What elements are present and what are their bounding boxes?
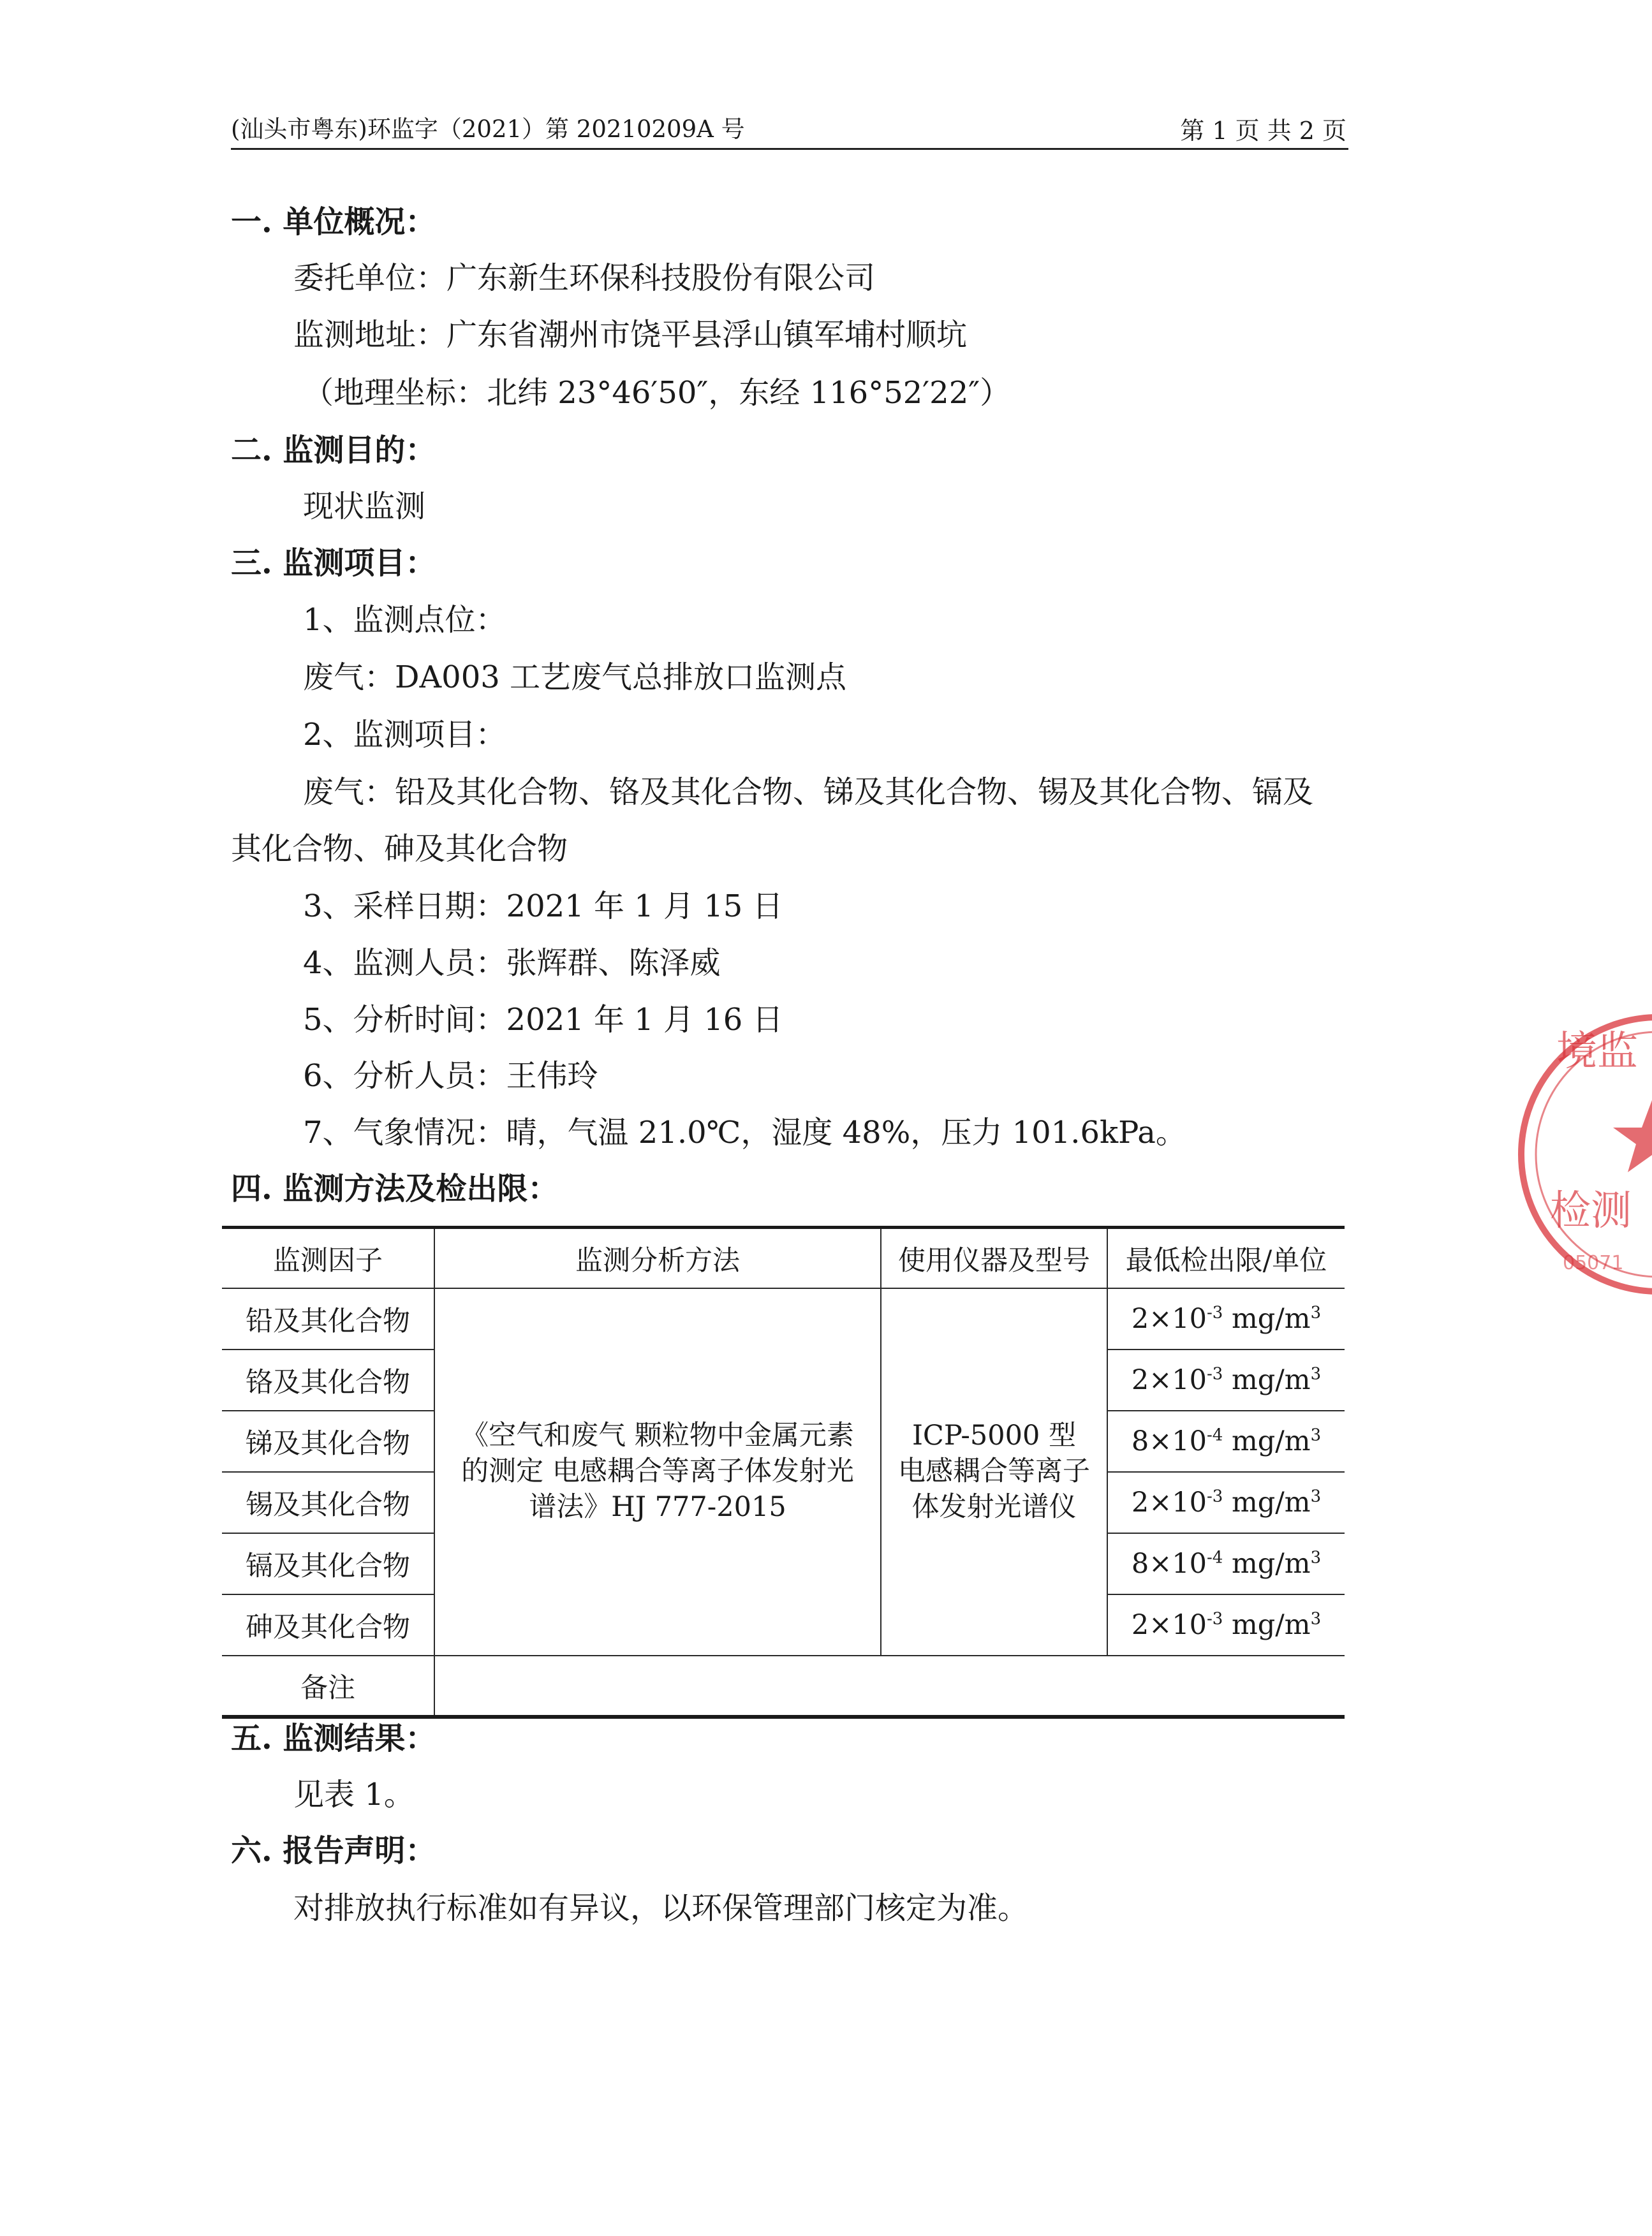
- svg-text:05071: 05071: [1563, 1252, 1624, 1274]
- header-factor: 监测因子: [222, 1228, 434, 1289]
- items-line-2: 其化合物、砷及其化合物: [231, 831, 568, 867]
- header-divider: [231, 148, 1348, 150]
- method-line: 谱法》HJ 777-2015: [529, 1490, 786, 1523]
- method-line: 《空气和废气 颗粒物中金属元素: [461, 1420, 854, 1452]
- instrument-line: 电感耦合等离子: [898, 1455, 1090, 1488]
- factor-cell: 铅及其化合物: [222, 1288, 434, 1350]
- item-2-label: 2、监测项目：: [303, 717, 506, 753]
- method-cell: [434, 1288, 881, 1656]
- section-1-title: 一. 单位概况：: [231, 204, 436, 240]
- note-label: 备注: [222, 1656, 434, 1717]
- svg-text:检测: 检测: [1550, 1188, 1632, 1235]
- coordinates-line: （地理坐标：北纬 23°46′50″，东经 116°52′22″）: [303, 375, 1011, 411]
- factor-cell: 锑及其化合物: [222, 1411, 434, 1472]
- factor-cell: 锡及其化合物: [222, 1472, 434, 1533]
- page-indicator: 第 1 页 共 2 页: [1180, 117, 1346, 145]
- header-method: 监测分析方法: [434, 1228, 881, 1289]
- items-line-1: 废气：铅及其化合物、铬及其化合物、锑及其化合物、锡及其化合物、镉及: [303, 774, 1314, 810]
- factor-cell: 砷及其化合物: [222, 1594, 434, 1656]
- limit-cell: $2\times 10^{-3}$ $mg/m^3$: [1107, 1288, 1345, 1350]
- limit-cell: $2\times 10^{-3}$ $mg/m^3$: [1107, 1472, 1345, 1533]
- limit-cell: $8\times 10^{-4}$ $mg/m^3$: [1107, 1533, 1345, 1594]
- analysis-date-line: 5、分析时间：2021 年 1 月 16 日: [303, 1002, 783, 1038]
- client-line: 委托单位：广东新生环保科技股份有限公司: [293, 260, 876, 296]
- instrument-cell: [881, 1288, 1107, 1656]
- method-line: 的测定 电感耦合等离子体发射光: [461, 1455, 854, 1488]
- table-row: [222, 1288, 1345, 1350]
- purpose-line: 现状监测: [303, 489, 426, 524]
- instrument-line: ICP-5000 型: [911, 1420, 1077, 1452]
- official-seal-stamp: [1512, 995, 1652, 1301]
- statement-line: 对排放执行标准如有异议，以环保管理部门核定为准。: [293, 1890, 1029, 1926]
- limit-cell: $2\times 10^{-3}$ $mg/m^3$: [1107, 1350, 1345, 1411]
- section-3-title: 三. 监测项目：: [231, 545, 436, 581]
- section-5-title: 五. 监测结果：: [231, 1721, 436, 1756]
- limit-cell: $2\times 10^{-3}$ $mg/m^3$: [1107, 1594, 1345, 1656]
- report-number: (汕头市粤东)环监字（2021）第 20210209A 号: [231, 115, 745, 143]
- weather-line: 7、气象情况：晴，气温 21.0℃，湿度 48%，压力 101.6kPa。: [303, 1115, 1186, 1151]
- item-1-label: 1、监测点位：: [303, 602, 506, 638]
- sampling-date-line: 3、采样日期：2021 年 1 月 15 日: [303, 888, 783, 924]
- table-header-row: [222, 1228, 1345, 1289]
- note-row: [222, 1656, 1345, 1717]
- section-2-title: 二. 监测目的：: [231, 432, 436, 468]
- note-value: [434, 1656, 1345, 1717]
- header-instrument: 使用仪器及型号: [881, 1228, 1107, 1289]
- section-6-title: 六. 报告声明：: [231, 1833, 436, 1869]
- factor-cell: 铬及其化合物: [222, 1350, 434, 1411]
- address-line: 监测地址：广东省潮州市饶平县浮山镇军埔村顺坑: [293, 317, 968, 353]
- header-limit: 最低检出限/单位: [1107, 1228, 1345, 1289]
- factor-cell: 镉及其化合物: [222, 1533, 434, 1594]
- instrument-line: 体发射光谱仪: [911, 1490, 1077, 1523]
- monitoring-point-line: 废气：DA003 工艺废气总排放口监测点: [303, 659, 847, 695]
- limit-cell: $8\times 10^{-4}$ $mg/m^3$: [1107, 1411, 1345, 1472]
- svg-text:境监: 境监: [1556, 1028, 1638, 1075]
- analyst-line: 6、分析人员：王伟玲: [303, 1058, 598, 1094]
- section-4-title: 四. 监测方法及检出限：: [231, 1171, 559, 1207]
- method-limit-table: [222, 1226, 1345, 1719]
- monitoring-staff-line: 4、监测人员：张辉群、陈泽威: [303, 945, 721, 981]
- result-line: 见表 1。: [293, 1777, 415, 1813]
